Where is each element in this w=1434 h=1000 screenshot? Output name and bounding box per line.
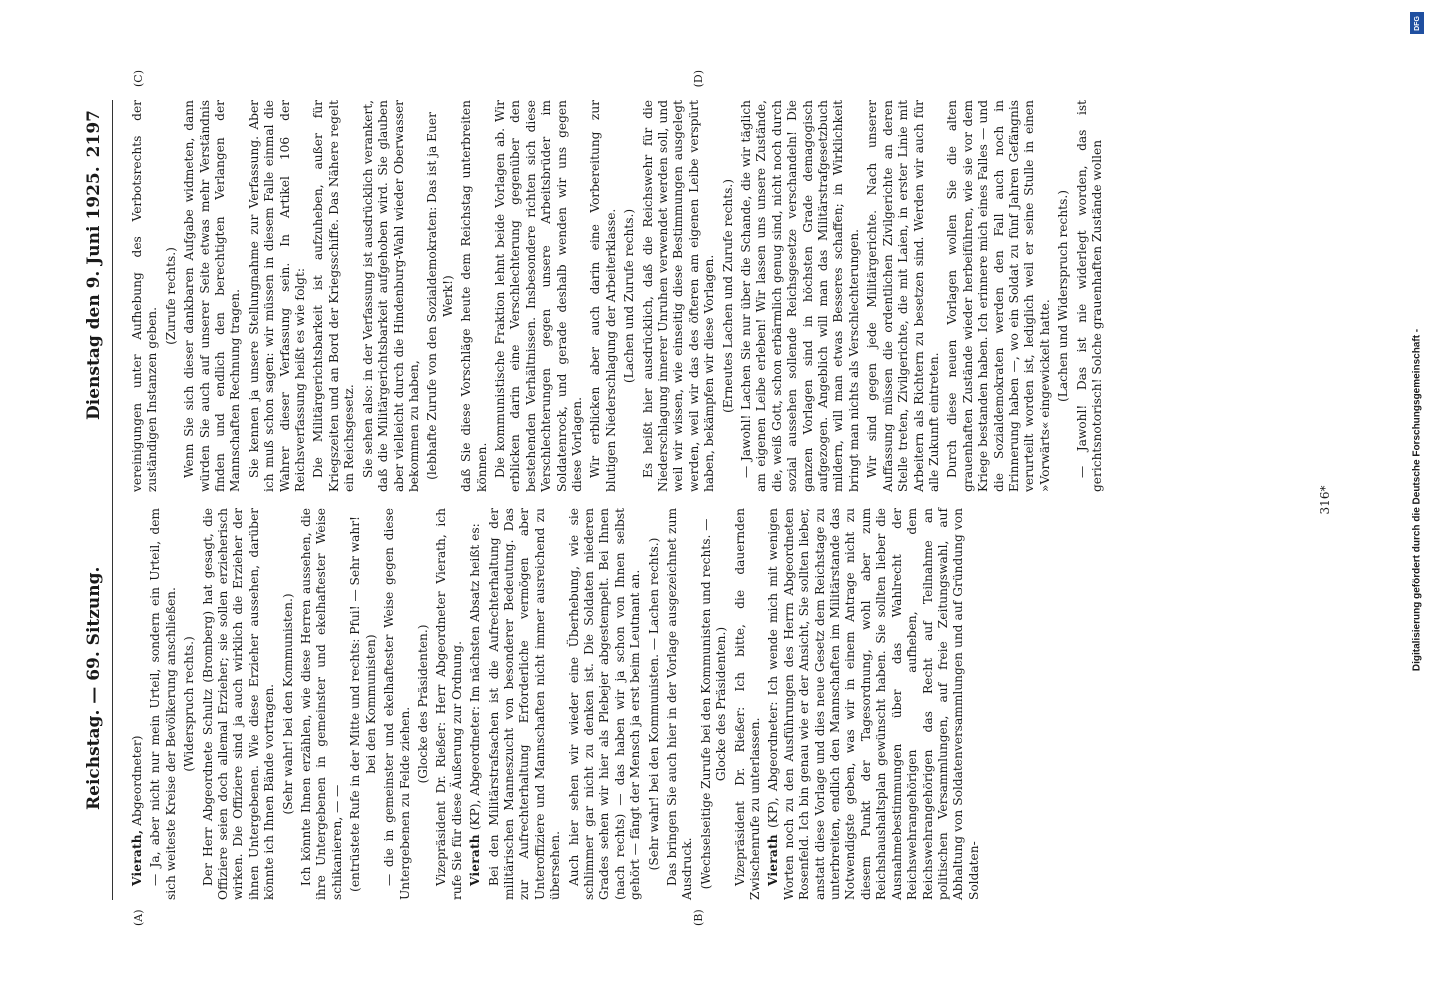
paragraph xyxy=(299,508,345,900)
paragraph xyxy=(622,100,637,492)
paragraph-text: Sie sehen also: in der Verfassung ist ausdrücklich verankert, daß die Militärgerichtsbarkeit aufgehoben wird. Sie glauben aber vielleicht durch die Hindenburg-Wahl wieder Oberwasser bekommen zu haben, xyxy=(360,100,421,492)
paragraph-text: (Erneutes Lachen und Zurufe rechts.) xyxy=(720,178,735,414)
paragraph xyxy=(665,508,696,900)
document-page xyxy=(72,60,1362,940)
paragraph xyxy=(311,100,357,492)
paragraph xyxy=(434,508,465,900)
paragraph-text: Auch hier sehen wir wieder eine Überhebung, wie sie schlimmer gar nicht zu denken ist. Die Soldaten niederen Grades sehen wir hier als Plebejer abgestempelt. Bei Ihnen (nach rechts) — das haben wir ja schon von Ihnen selbst gehört — fängt der Mensch ja erst beim Leutnant an. xyxy=(566,508,643,900)
digitization-credit xyxy=(1408,8,1426,992)
paragraph xyxy=(865,100,942,492)
paragraph-text: (Sehr wahr! bei den Kommunisten.) xyxy=(280,593,295,815)
header-left: Reichstag. — 69. Sitzung. xyxy=(84,566,104,810)
paragraph-text: Der Herr Abgeordnete Schultz (Bromberg) hat gesagt, die Offiziere seien doch allemal Erzieher; sie sollen erzieherisch wirken. Die Offiziere sind ja auch wirklich die Erzieher der ihnen Untergebenen. Wie diese Erzieher aussehen, darüber könnte ich Ihnen Bände vortragen. xyxy=(200,508,277,900)
paragraph xyxy=(281,508,296,900)
margin-mark-d: (D) xyxy=(692,70,705,88)
paragraph xyxy=(459,100,490,492)
paragraph-text: (Wechselseitige Zurufe bei den Kommunisten und rechts. — Glocke des Präsidenten.) xyxy=(698,518,729,890)
paragraph-text: (Widerspruch rechts.) xyxy=(182,636,197,772)
paragraph xyxy=(1056,100,1071,492)
paragraph-text: Wir sind gegen jede Militärgerichte. Nach unserer Auffassung müssen die ordentlichen Zivilgerichte an deren Stelle treten, Zivilgerichte, die mit Laien, in erster Linie mit Arbeitern als Richtern zu besetzen sind. Werden wir auch für alle Zukunft eintreten. xyxy=(865,100,941,492)
paragraph xyxy=(945,100,1053,492)
paragraph xyxy=(588,100,619,492)
page-header xyxy=(80,100,114,900)
paragraph-text: Wenn Sie sich dieser dankbaren Aufgabe widmeten, dann würden Sie auch auf unserer Seite etwas mehr Verständnis finden und endlich den berechtigten Verlangen der Mannschaften Rechnung tragen. xyxy=(182,100,243,492)
paragraph xyxy=(130,508,145,900)
paragraph-text: Ich könnte Ihnen erzählen, wie diese Herren aussehen, die ihre Untergebenen in gemeinster und ekelhaftester Weise schikanieren, — — xyxy=(299,508,344,900)
text-column-left xyxy=(130,508,985,900)
paragraph-text: — Ja, aber nicht nur mein Urteil, sondern ein Urteil, dem sich weiteste Kreise der Bevölkerung anschließen. xyxy=(148,508,178,900)
paragraph xyxy=(647,508,662,900)
paragraph xyxy=(721,100,736,492)
speaker-name: Vierath xyxy=(766,834,781,886)
paragraph xyxy=(468,508,483,900)
paragraph xyxy=(487,508,564,900)
paragraph-text: (Zurufe rechts.) xyxy=(163,247,178,345)
paragraph-text: (Lachen und Widerspruch rechts.) xyxy=(1056,190,1071,402)
paragraph-text: Vizepräsident Dr. Rießer: Herr Abgeordneter Vierath, ich rufe Sie für diese Äußerung zur Ordnung. xyxy=(434,508,464,900)
paragraph xyxy=(348,508,379,900)
margin-mark-c: (C) xyxy=(132,70,145,87)
margin-mark-b: (B) xyxy=(692,909,705,926)
paragraph xyxy=(416,508,431,900)
paragraph-text: (Glocke des Präsidenten.) xyxy=(415,624,430,784)
paragraph xyxy=(699,508,730,900)
page-signature: 316* xyxy=(1318,485,1332,515)
paragraph-text: Sie kennen ja unsere Stellungnahme zur Verfassung. Aber ich muß schon sagen: wir müssen in diesem Falle einmal die Wahrer dieser Verfassung sein. In Artikel 106 der Reichsverfassung heißt es wie folgt: xyxy=(246,100,308,492)
paragraph-text: Durch diese neuen Vorlagen wollen Sie die alten grauenhaften Zustände wieder herbeiführen, wie sie vor dem Kriege bestanden haben. Ich erinnere mich eines Falles — und die Sozialdemokraten werden den Fall auch noch in Erinnerung haben —, wo ein Soldat zu fünf Jahren Gefängnis verurteilt worden ist, lediglich weil er seine Stulle in einen »Vorwärts« eingewickelt hatte. xyxy=(945,100,1052,492)
paragraph-text: (lebhafte Zurufe von den Sozialdemokraten: Das ist ja Euer Werk!) xyxy=(425,112,455,480)
paragraph xyxy=(1075,100,1106,492)
paragraph-text: daß Sie diese Vorschläge heute dem Reichstag unterbreiten können. xyxy=(459,100,489,492)
paragraph-text: — die in gemeinster und ekelhaftester Weise gegen diese Untergebenen zu Felde ziehen. xyxy=(382,508,412,900)
paragraph-text: Abgeordneter) xyxy=(130,735,144,830)
paragraph xyxy=(641,100,718,492)
speaker-name: Vierath xyxy=(468,834,483,886)
paragraph-text: (entrüstete Rufe in der Mitte und rechts: Pfui! — Sehr wahr! bei den Kommunisten) xyxy=(348,516,378,892)
paragraph xyxy=(382,508,413,900)
paragraph xyxy=(733,508,764,900)
header-rule xyxy=(112,100,113,900)
credit-text: Digitalisierung gefördert durch die Deutsche Forschungsgemeinschaft - xyxy=(1411,328,1423,672)
paragraph-text: Die kommunistische Fraktion lehnt beide Vorlagen ab. Wir erblicken darin eine Verschlechterung gegenüber den bestehenden Verhältnissen. Insbesondere richten sich diese Verschlechterungen gegen unsere Arbeitsbrüder im Soldatenrock, und gerade deshalb wenden wir uns gegen diese Vorlagen. xyxy=(492,100,584,492)
paragraph-text: (KP), Abgeordneter: Ich wende mich mit wenigen Worten noch zu den Ausführungen des Herrn Abgeordneten Rosenfeld. Ich bin genau wie er der Ansicht, Sie sollten lieber, anstatt diese Vorlage und dies neue Gesetz dem Reichstage zu unterbreiten, endlich den Mannschaften im Militärstande das Notwendigste geben, was wir in einem Antrage nicht zu diesem Punkt der Tagesordnung, wohl aber zum Reichshaushaltsplan gewünscht haben. Sie sollten lieber die Ausnahmebestimmungen über das Wahlrecht der Reichswehrangehörigen aufheben, dem Reichswehrangehörigen das Recht auf Teilnahme an politischen Versammlungen, auf freie Zeitungswahl, auf Abhaltung von Soldatenversammlungen und auf Gründung von Soldaten- xyxy=(766,508,981,900)
paragraph xyxy=(361,100,423,492)
paragraph-text: (KP), Abgeordneter: Im nächsten Absatz heißt es: xyxy=(468,523,483,835)
paragraph-text: Bei den Militärstrafsachen ist die Aufrechterhaltung der militärischen Manneszucht von besonderer Bedeutung. Das zur Aufrechterhaltung Erforderliche vermögen aber Unteroffiziere und Mannschaften nicht immer ausreichend zu übersehen. xyxy=(486,508,563,900)
paragraph xyxy=(182,508,197,900)
paragraph xyxy=(130,100,161,492)
paragraph-text: Die Militärgerichtsbarkeit ist aufzuheben, außer für Kriegszeiten und an Bord der Kriegsschiffe. Das Nähere regelt ein Reichsgesetz. xyxy=(311,100,357,492)
speaker-name: Vierath, xyxy=(130,829,144,886)
page-number: 2197 xyxy=(84,110,104,158)
dfg-logo: DFG xyxy=(1410,12,1424,34)
paragraph xyxy=(247,100,309,492)
paragraph xyxy=(164,100,179,492)
paragraph-text: Wir erblicken aber auch darin eine Vorbereitung zur blutigen Niederschlagung der Arbeiterklasse. xyxy=(588,100,618,492)
paragraph-text: — Jawohl! Lachen Sie nur über die Schande, die wir täglich am eigenen Leibe erleben! Wir lassen uns unsere Zustände, die, weiß Gott, schon erbärmlich genug sind, nicht noch durch sozial aussehen sollende Reichsgesetze verschandeln! Die ganzen Vorlagen sind in höchsten Grade demagogisch aufgezogen. Angeblich will man das Militärstrafgesetzbuch mildern, will man etwas Besseres schaffen; in Wirklichkeit bringt man nichts als Verschlechterungen. xyxy=(739,100,861,492)
paragraph-text: (Sehr wahr! bei den Kommunisten. — Lachen rechts.) xyxy=(646,537,661,871)
paragraph xyxy=(201,508,278,900)
paragraph xyxy=(425,100,456,492)
paragraph-text: (Lachen und Zurufe rechts.) xyxy=(622,208,637,384)
text-column-right xyxy=(130,100,1108,492)
paragraph xyxy=(739,100,862,492)
paragraph xyxy=(182,100,244,492)
paragraph xyxy=(766,508,982,900)
paragraph xyxy=(493,100,585,492)
paragraph-text: Vizepräsident Dr. Rießer: Ich bitte, die dauernden Zwischenrufe zu unterlassen. xyxy=(732,508,763,900)
paragraph-text: Das bringen Sie auch hier in der Vorlage ausgezeichnet zum Ausdruck. xyxy=(665,508,695,900)
paragraph-text: — Jawohl! Das ist nie widerlegt worden, das ist gerichtsnotorisch! Solche grauenhaften Zustände wollen xyxy=(1074,100,1104,492)
paragraph-text: vereinigungen unter Aufhebung des Verbotsrechts der zuständigen Instanzen geben. xyxy=(130,100,160,492)
paragraph-text: Es heißt hier ausdrücklich, daß die Reichswehr für die Niederschlagung innerer Unruhen verwendet werden soll, und weil wir wissen, wie einseitig diese Bestimmungen ausgelegt werden, weil wir das des öfteren am eigenen Leibe verspürt haben, bekämpfen wir diese Vorlagen. xyxy=(640,100,717,492)
margin-mark-a: (A) xyxy=(132,909,145,926)
paragraph xyxy=(148,508,179,900)
header-center: Dienstag den 9. Juni 1925. xyxy=(84,166,104,420)
paragraph xyxy=(567,508,644,900)
